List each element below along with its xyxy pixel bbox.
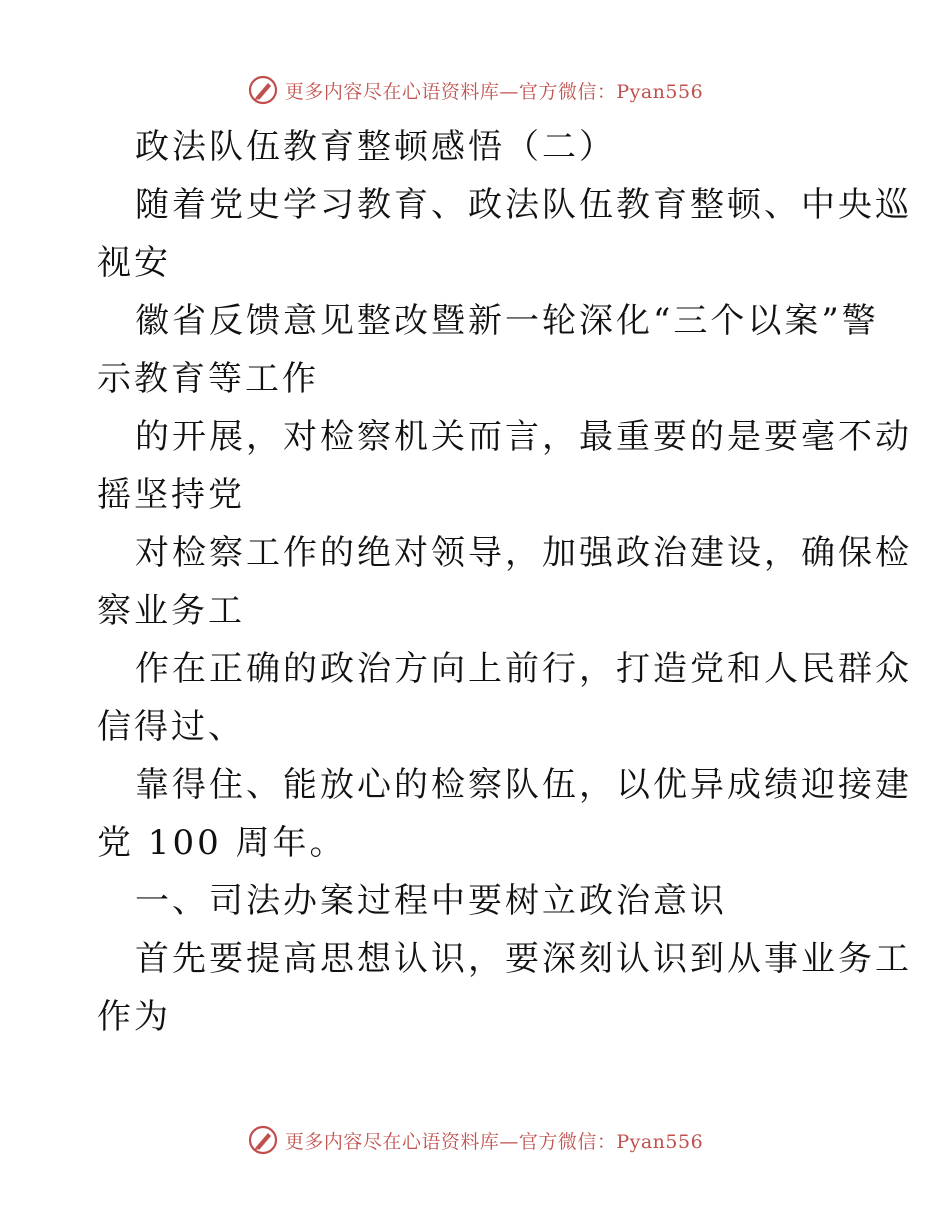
paragraph-line: 摇坚持党 <box>97 475 245 515</box>
paragraph-line: 示教育等工作 <box>97 359 319 399</box>
paragraph-line: 作为 <box>97 997 171 1037</box>
pen-logo-icon <box>247 1124 279 1156</box>
document-body <box>97 118 912 1046</box>
section-heading: 一、司法办案过程中要树立政治意识 <box>135 881 727 921</box>
footer-banner-text: 更多内容尽在心语资料库—官方微信：Pyan556 <box>284 1130 704 1153</box>
paragraph-line: 徽省反馈意见整改暨新一轮深化“三个以案”警 <box>135 301 879 341</box>
header-banner-content <box>247 74 703 106</box>
paragraph-line: 察业务工 <box>97 591 245 631</box>
footer-banner <box>0 1120 950 1160</box>
header-banner <box>0 70 950 110</box>
pen-logo-icon <box>247 74 279 106</box>
header-banner-text: 更多内容尽在心语资料库—官方微信：Pyan556 <box>284 80 704 103</box>
document-title: 政法队伍教育整顿感悟（二） <box>135 127 616 167</box>
paragraph-line: 的开展，对检察机关而言，最重要的是要毫不动 <box>135 417 912 457</box>
paragraph-line: 信得过、 <box>97 707 245 747</box>
paragraph-line: 作在正确的政治方向上前行，打造党和人民群众 <box>135 649 912 689</box>
paragraph-line: 对检察工作的绝对领导，加强政治建设，确保检 <box>135 533 912 573</box>
paragraph-line: 随着党史学习教育、政法队伍教育整顿、中央巡 <box>135 185 912 225</box>
paragraph-line: 党 100 周年。 <box>97 823 347 863</box>
footer-banner-content <box>247 1124 703 1156</box>
paragraph-line: 视安 <box>97 243 171 283</box>
paragraph-line: 首先要提高思想认识，要深刻认识到从事业务工 <box>135 939 912 979</box>
paragraph-line: 靠得住、能放心的检察队伍，以优异成绩迎接建 <box>135 765 912 805</box>
